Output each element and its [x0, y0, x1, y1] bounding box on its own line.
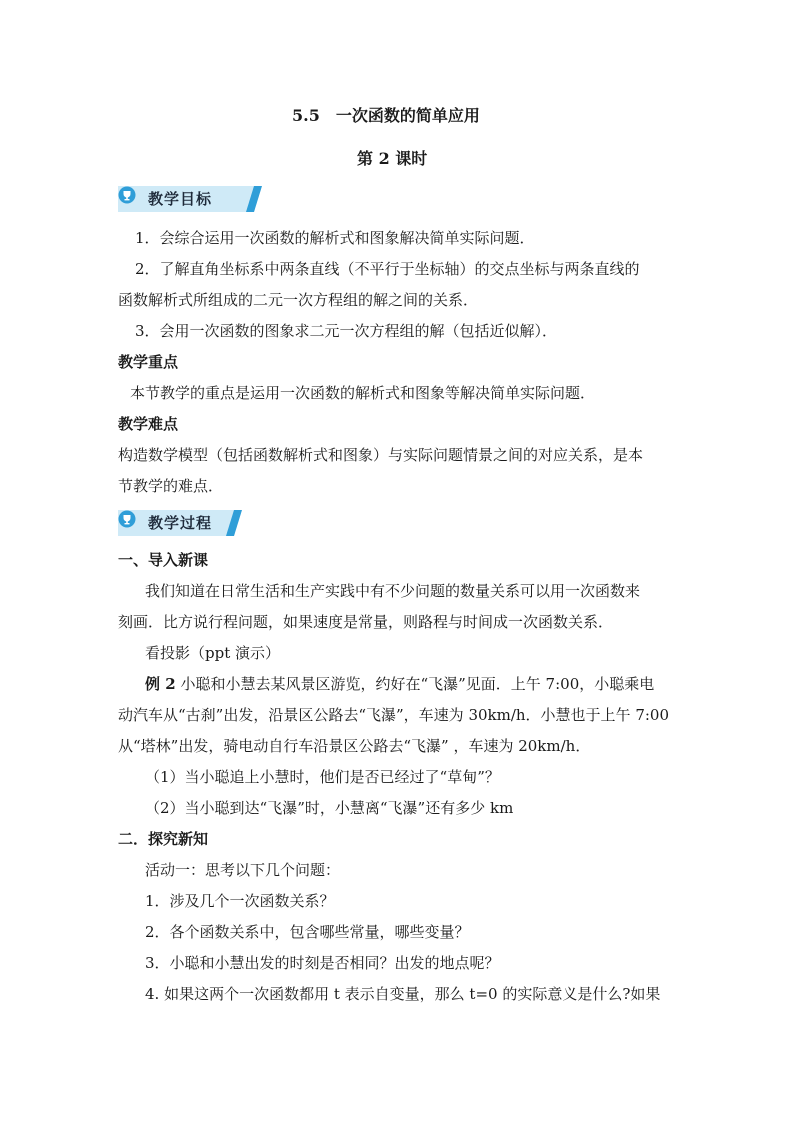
page-title: 5.5 一次函数的简单应用	[292, 106, 480, 125]
example-question: （2）当小聪到达“飞瀑”时，小慧离“飞瀑”还有多少 km	[145, 799, 514, 817]
example-line: 从“塔林”出发，骑电动自行车沿景区公路去“飞瀑” ，车速为 20km/h．	[118, 737, 591, 755]
example-label: 例 2	[145, 675, 176, 693]
trophy-icon	[118, 186, 136, 204]
intro-heading: 一、导入新课	[118, 551, 209, 569]
goal-item: 2．了解直角坐标系中两条直线（不平行于坐标轴）的交点坐标与两条直线的	[135, 260, 640, 278]
goal-item: 函数解析式所组成的二元一次方程组的解之间的关系．	[118, 291, 479, 309]
example-line	[145, 674, 654, 694]
activity-question: 3．小聪和小慧出发的时刻是否相同？出发的地点呢？	[145, 954, 500, 972]
key-points-text: 本节教学的重点是运用一次函数的解析式和图象等解决简单实际问题．	[130, 384, 596, 402]
activity-text: 活动一：思考以下几个问题：	[145, 861, 341, 879]
projection-note: 看投影（ppt 演示）	[145, 644, 281, 662]
goal-item: 1．会综合运用一次函数的解析式和图象解决简单实际问题．	[135, 229, 535, 247]
intro-text: 刻画．比方说行程问题，如果速度是常量，则路程与时间成一次函数关系．	[118, 613, 614, 631]
activity-question: 4. 如果这两个一次函数都用 t 表示自变量，那么 t=0 的实际意义是什么?如果	[145, 985, 661, 1003]
difficulties-text: 构造数学模型（包括函数解析式和图象）与实际问题情景之间的对应关系，是本	[118, 446, 644, 464]
difficulties-text: 节教学的难点．	[118, 477, 224, 495]
goals-banner-label: 教学目标	[148, 190, 213, 208]
example-question: （1）当小聪追上小慧时，他们是否已经过了“草甸”？	[145, 768, 500, 786]
activity-question: 2．各个函数关系中，包含哪些常量，哪些变量？	[145, 923, 470, 941]
process-banner-label: 教学过程	[148, 514, 213, 532]
intro-text: 我们知道在日常生活和生产实践中有不少问题的数量关系可以用一次函数来	[145, 582, 641, 600]
activity-question: 1．涉及几个一次函数关系？	[145, 892, 335, 910]
goal-item: 3．会用一次函数的图象求二元一次方程组的解（包括近似解）．	[135, 322, 558, 340]
lesson-subtitle: 第 2 课时	[357, 149, 428, 168]
process-banner	[118, 510, 268, 536]
trophy-icon	[118, 510, 136, 528]
goals-banner	[118, 186, 268, 212]
example-text: 小聪和小慧去某风景区游览，约好在“飞瀑”见面．上午 7:00，小聪乘电	[180, 675, 655, 693]
difficulties-heading: 教学难点	[118, 415, 179, 433]
explore-heading: 二．探究新知	[118, 830, 209, 848]
key-points-heading: 教学重点	[118, 353, 179, 371]
example-line: 动汽车从“古刹”出发，沿景区公路去“飞瀑”，车速为 30km/h．小慧也于上午 7:00	[118, 706, 670, 724]
